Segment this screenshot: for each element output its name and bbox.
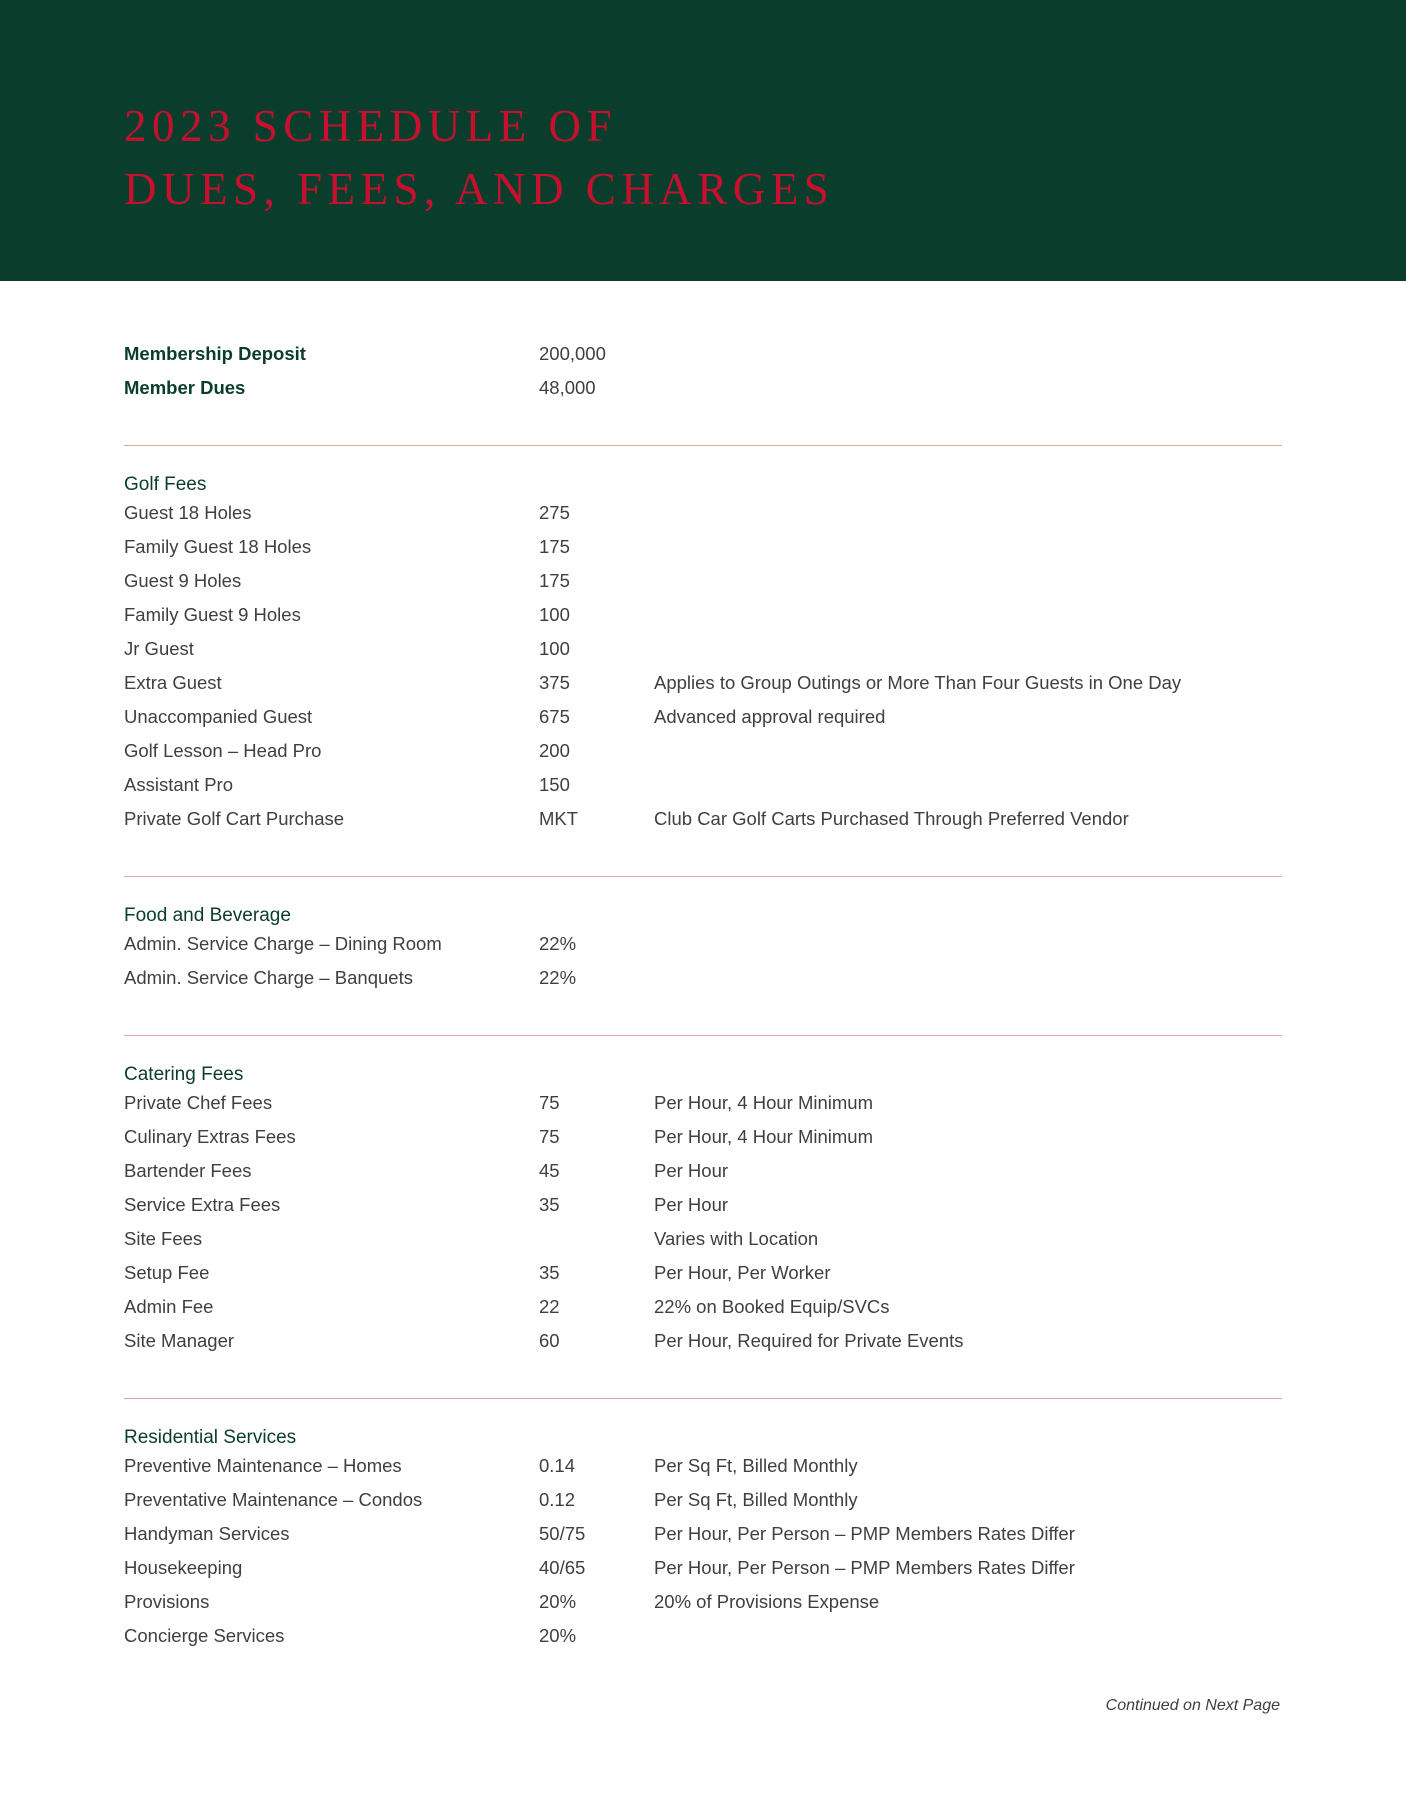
section-golf-fees [124,468,1282,842]
spacer [124,411,1282,445]
table-row [124,343,1282,377]
row-label: Golf Lesson – Head Pro [124,740,322,761]
row-note: 20% of Provisions Expense [654,1591,880,1612]
table-row [124,1489,1282,1523]
row-value: 35 [539,1194,560,1215]
row-value: 22 [539,1296,560,1317]
row-label: Bartender Fees [124,1160,252,1181]
row-label: Private Golf Cart Purchase [124,808,345,829]
spacer [124,842,1282,876]
table-row [124,706,1282,740]
title-line-2: DUES, FEES, AND CHARGES [124,164,835,214]
section-residential-services [124,1421,1282,1659]
row-value: 40/65 [539,1557,586,1578]
spacer [124,446,1282,468]
row-value: 20% [539,1591,577,1612]
table-row [124,1523,1282,1557]
table-row [124,1625,1282,1659]
page-footer-note: Continued on Next Page [1105,1697,1280,1714]
table-row [124,740,1282,774]
title-banner [0,0,1406,281]
row-note: Per Hour [654,1160,729,1181]
row-note: Advanced approval required [654,706,886,727]
table-row [124,1228,1282,1262]
table-row [124,808,1282,842]
fee-schedule-content [0,281,1406,1715]
table-row [124,1126,1282,1160]
table-row [124,1194,1282,1228]
row-value: 200,000 [539,343,606,364]
row-label: Guest 18 Holes [124,502,252,523]
row-label: Private Chef Fees [124,1092,273,1113]
section-heading: Food and Beverage [124,905,291,926]
table-row [124,502,1282,536]
table-row [124,1557,1282,1591]
row-label: Preventative Maintenance – Condos [124,1489,423,1510]
row-label: Guest 9 Holes [124,570,242,591]
row-label: Jr Guest [124,638,194,659]
table-row [124,933,1282,967]
spacer [124,1364,1282,1398]
row-label: Handyman Services [124,1523,290,1544]
table-row [124,967,1282,1001]
row-note: Per Hour, Required for Private Events [654,1330,964,1351]
section-heading: Golf Fees [124,474,207,495]
table-row [124,570,1282,604]
row-note: Per Hour [654,1194,729,1215]
table-row [124,1591,1282,1625]
section-heading: Residential Services [124,1427,297,1448]
spacer [124,1001,1282,1035]
row-note: Per Hour, Per Person – PMP Members Rates Differ [654,1557,1075,1578]
section-catering-fees [124,1058,1282,1364]
row-label: Housekeeping [124,1557,243,1578]
title-line-1: 2023 SCHEDULE OF [124,101,618,151]
row-note: Applies to Group Outings or More Than Four Guests in One Day [654,672,1182,693]
row-label: Assistant Pro [124,774,233,795]
row-label: Site Manager [124,1330,235,1351]
row-value: 150 [539,774,570,795]
table-row [124,672,1282,706]
row-label: Member Dues [124,377,246,398]
row-label: Unaccompanied Guest [124,706,313,727]
row-value: 22% [539,933,577,954]
table-row [124,604,1282,638]
row-label: Admin. Service Charge – Dining Room [124,933,442,954]
row-note: 22% on Booked Equip/SVCs [654,1296,890,1317]
row-label: Preventive Maintenance – Homes [124,1455,402,1476]
row-note: Club Car Golf Carts Purchased Through Preferred Vendor [654,808,1129,829]
row-label: Provisions [124,1591,210,1612]
row-label: Service Extra Fees [124,1194,281,1215]
row-note: Per Sq Ft, Billed Monthly [654,1455,858,1476]
table-row [124,377,1282,411]
page-title [124,95,1406,221]
row-value: 45 [539,1160,560,1181]
row-label: Membership Deposit [124,343,306,364]
table-row [124,1262,1282,1296]
row-value: 0.14 [539,1455,576,1476]
row-note: Per Hour, 4 Hour Minimum [654,1092,873,1113]
row-value: 275 [539,502,570,523]
row-value: MKT [539,808,579,829]
row-value: 100 [539,604,570,625]
row-label: Admin. Service Charge – Banquets [124,967,413,988]
row-value: 75 [539,1126,560,1147]
table-row [124,1330,1282,1364]
row-value: 20% [539,1625,577,1646]
row-value: 35 [539,1262,560,1283]
summary-block [124,281,1282,411]
row-note: Varies with Location [654,1228,819,1249]
table-row [124,1160,1282,1194]
row-note: Per Hour, Per Worker [654,1262,831,1283]
table-row [124,638,1282,672]
row-value: 22% [539,967,577,988]
row-value: 675 [539,706,570,727]
row-label: Concierge Services [124,1625,285,1646]
row-label: Family Guest 9 Holes [124,604,301,625]
section-food-and-beverage [124,899,1282,1001]
row-note: Per Hour, Per Person – PMP Members Rates Differ [654,1523,1075,1544]
spacer [124,877,1282,899]
row-value: 0.12 [539,1489,576,1510]
row-note: Per Hour, 4 Hour Minimum [654,1126,873,1147]
row-value: 48,000 [539,377,596,398]
table-row [124,1455,1282,1489]
row-note: Per Sq Ft, Billed Monthly [654,1489,858,1510]
row-value: 175 [539,570,570,591]
row-value: 75 [539,1092,560,1113]
row-value: 375 [539,672,570,693]
row-label: Setup Fee [124,1262,210,1283]
row-label: Culinary Extras Fees [124,1126,296,1147]
row-value: 175 [539,536,570,557]
row-label: Site Fees [124,1228,203,1249]
row-value: 200 [539,740,570,761]
row-label: Family Guest 18 Holes [124,536,312,557]
row-value: 50/75 [539,1523,586,1544]
section-heading: Catering Fees [124,1064,244,1085]
table-row [124,774,1282,808]
row-label: Extra Guest [124,672,222,693]
table-row [124,536,1282,570]
table-row [124,1092,1282,1126]
row-value: 100 [539,638,570,659]
spacer [124,1036,1282,1058]
row-value: 60 [539,1330,560,1351]
spacer [124,1399,1282,1421]
row-label: Admin Fee [124,1296,214,1317]
table-row [124,1296,1282,1330]
